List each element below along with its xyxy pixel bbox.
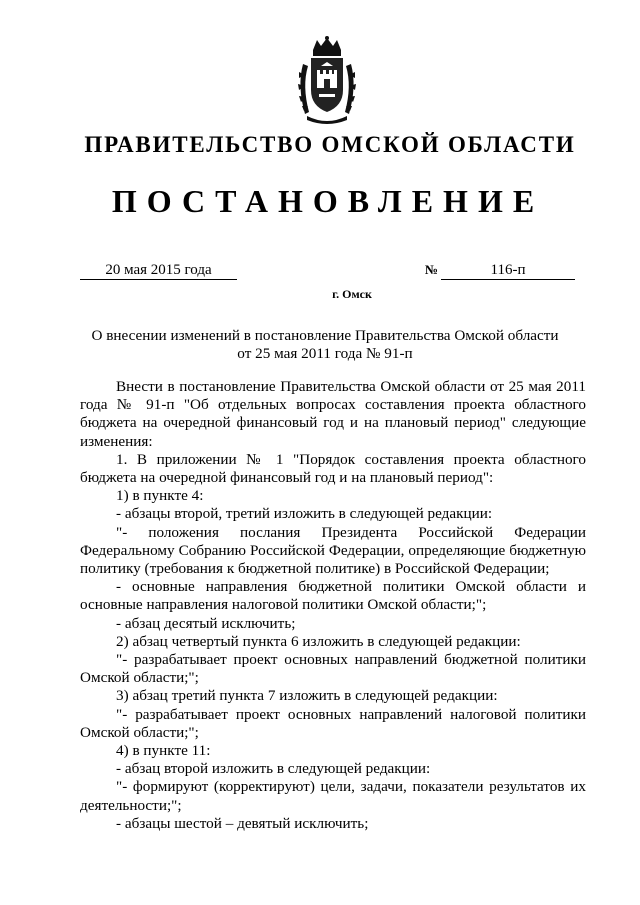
city-name: г. Омск	[332, 287, 372, 301]
document-date: 20 мая 2015 года	[80, 261, 237, 280]
body-paragraph: "- формируют (корректируют) цели, задачи, показатели результатов их деятельности;";	[80, 778, 586, 814]
body-paragraph: - абзац десятый исключить;	[116, 614, 296, 632]
body-paragraph: - абзацы второй, третий изложить в следующей редакции:	[116, 505, 493, 523]
body-paragraph: "- разрабатывает проект основных направлений налоговой политики Омской области;";	[80, 705, 586, 741]
body-paragraph: "- разрабатывает проект основных направлений бюджетной политики Омской области;";	[80, 651, 586, 687]
body-paragraph: 3) абзац третий пункта 7 изложить в следующей редакции:	[116, 687, 498, 705]
body-paragraph: 1) в пункте 4:	[116, 487, 204, 505]
document-subject	[80, 327, 570, 363]
body-paragraph: 2) абзац четвертый пункта 6 изложить в следующей редакции:	[116, 632, 521, 650]
government-name: ПРАВИТЕЛЬСТВО ОМСКОЙ ОБЛАСТИ	[84, 132, 576, 157]
coat-of-arms-icon	[293, 36, 361, 126]
body-paragraph: - основные направления бюджетной политики Омской области и основные направления налоговой политики Омской области;";	[80, 578, 586, 614]
subject-line-2: от 25 мая 2011 года № 91-п	[237, 345, 413, 362]
number-sign: №	[425, 262, 439, 277]
document-body	[80, 378, 586, 833]
body-paragraph: "- положения послания Президента Российской Федерации Федеральному Собранию Российской Федерации, определяющие бюджетную политику (требования к бюджетной политике) в Российской Федерации;	[80, 523, 586, 578]
document-number: 116-п	[441, 261, 575, 280]
body-paragraph: 4) в пункте 11:	[116, 742, 211, 760]
body-paragraph: - абзац второй изложить в следующей редакции:	[116, 760, 431, 778]
body-paragraph: 1. В приложении № 1 "Порядок составления проекта областного бюджета на очередной финансовый год и на плановый период":	[80, 450, 586, 487]
coat-of-arms-emblem	[293, 36, 361, 126]
document-type-title: ПОСТАНОВЛЕНИЕ	[111, 183, 545, 219]
body-paragraph: Внести в постановление Правительства Омской области от 25 мая 2011 года № 91-п "Об отдельных вопросах составления проекта областного бюджета на очередной финансовый год и на плановый период" следующие изменения:	[80, 378, 586, 450]
subject-line-1: О внесении изменений в постановление Правительства Омской области	[91, 327, 559, 344]
body-paragraph: - абзацы шестой – девятый исключить;	[116, 814, 369, 832]
